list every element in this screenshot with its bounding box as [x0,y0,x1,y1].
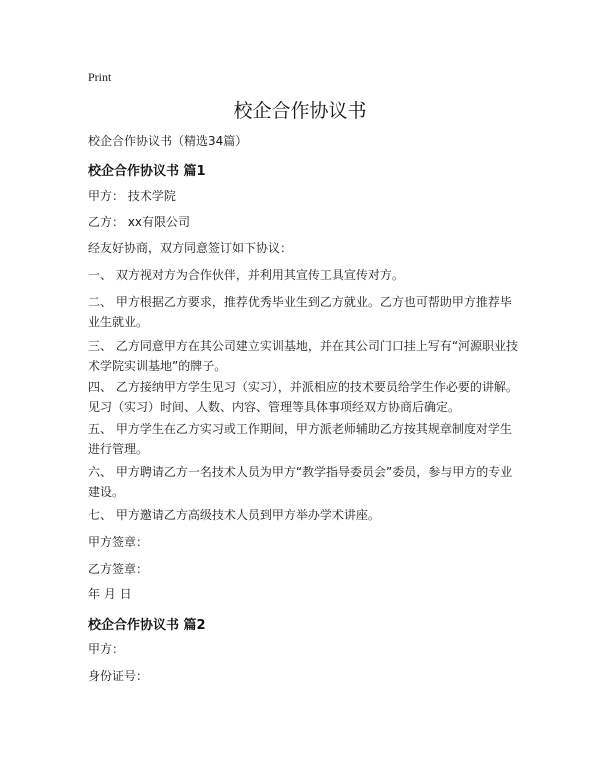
section2-party-a: 甲方： [88,642,125,656]
clause-7: 七、 甲方邀请乙方高级技术人员到甲方举办学术讲座。 [88,508,380,522]
party-b-signature: 乙方签章： [88,562,149,576]
print-link[interactable]: Print [88,70,112,84]
section2-id-number: 身份证号： [88,669,149,683]
section2-heading: 校企合作协议书 篇2 [88,618,206,633]
document-subtitle: 校企合作协议书（精选34篇） [88,134,248,148]
clause-6: 六、 甲方聘请乙方一名技术人员为甲方“教学指导委员会”委员，参与甲方的专业建设。 [88,465,513,499]
section1-heading: 校企合作协议书 篇1 [88,164,206,179]
clause-4: 四、 乙方接纳甲方学生见习（实习），并派相应的技术要员给学生作必要的讲解。见习（实习）时间、人数、内容、管理等具体事项经双方协商后确定。 [88,380,518,414]
party-a-line: 甲方： 技术学院 [88,189,176,203]
signature-date: 年 月 日 [88,587,132,601]
clause-1: 一、 双方视对方为合作伙伴，并利用其宣传工具宣传对方。 [88,268,404,282]
agreement-intro: 经友好协商，双方同意签订如下协议： [88,241,293,255]
clause-3: 三、 乙方同意甲方在其公司建立实训基地，并在其公司门口挂上写有“河源职业技术学院实训基地”的牌子。 [88,339,519,373]
document-title: 校企合作协议书 [233,100,367,122]
clause-5: 五、 甲方学生在乙方实习或工作期间，甲方派老师辅助乙方按其规章制度对学生进行管理。 [88,422,512,456]
party-a-signature: 甲方签章： [88,535,149,549]
party-b-line: 乙方： xx有限公司 [88,215,191,229]
clause-2: 二、 甲方根据乙方要求，推荐优秀毕业生到乙方就业。乙方也可帮助甲方推荐毕业生就业。 [88,295,512,329]
